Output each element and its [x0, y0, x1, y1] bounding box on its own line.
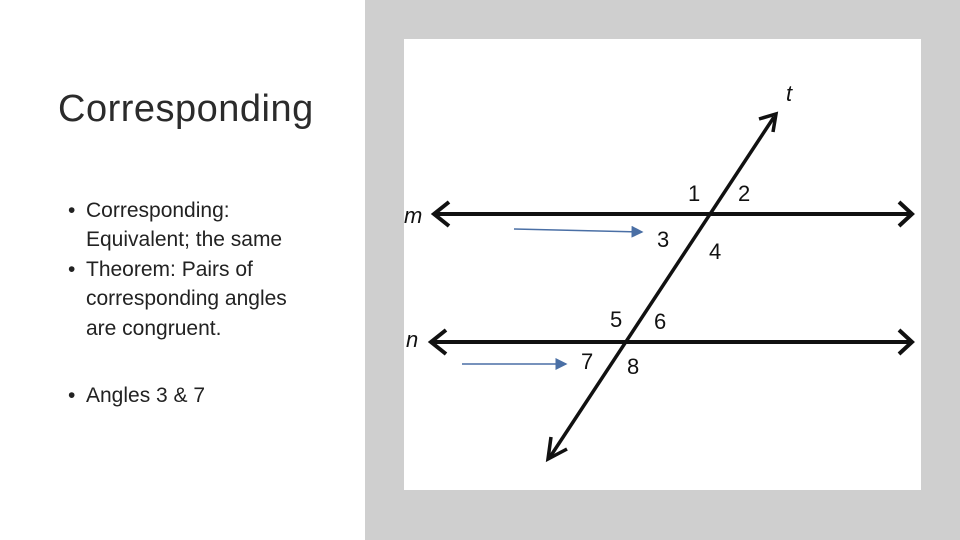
line-m [434, 202, 912, 226]
bullet-text-definition: Corresponding: Equivalent; the same [86, 199, 283, 252]
transversal-t [548, 114, 776, 459]
diagram-svg [404, 39, 921, 490]
bullet-symbol: • [68, 199, 76, 222]
pointer-arrow-angle-3 [514, 229, 642, 232]
parallel-lines-diagram [404, 39, 921, 490]
slide-title: Corresponding [58, 88, 314, 130]
label-angle-8: 8 [627, 354, 640, 379]
label-line-t: t [786, 81, 793, 106]
line-n [431, 330, 912, 354]
bullet-item [68, 255, 318, 343]
bullet-symbol: • [68, 383, 76, 407]
label-angle-2: 2 [738, 181, 751, 206]
bullet-symbol: • [68, 257, 76, 281]
bullet-text-theorem: Theorem: Pairs of corresponding angles are congruent. [86, 257, 287, 340]
label-angle-3: 3 [657, 227, 670, 252]
bullet-list [68, 196, 318, 410]
label-angle-1: 1 [688, 181, 701, 206]
label-angle-4: 4 [709, 239, 722, 264]
bullet-text-example: Angles 3 & 7 [86, 383, 206, 407]
label-angle-6: 6 [654, 309, 667, 334]
bullet-item [68, 196, 318, 255]
label-line-m: m [404, 203, 423, 228]
label-line-n: n [406, 327, 419, 352]
label-angle-7: 7 [581, 349, 594, 374]
bullet-item [68, 381, 318, 410]
label-angle-5: 5 [610, 307, 623, 332]
